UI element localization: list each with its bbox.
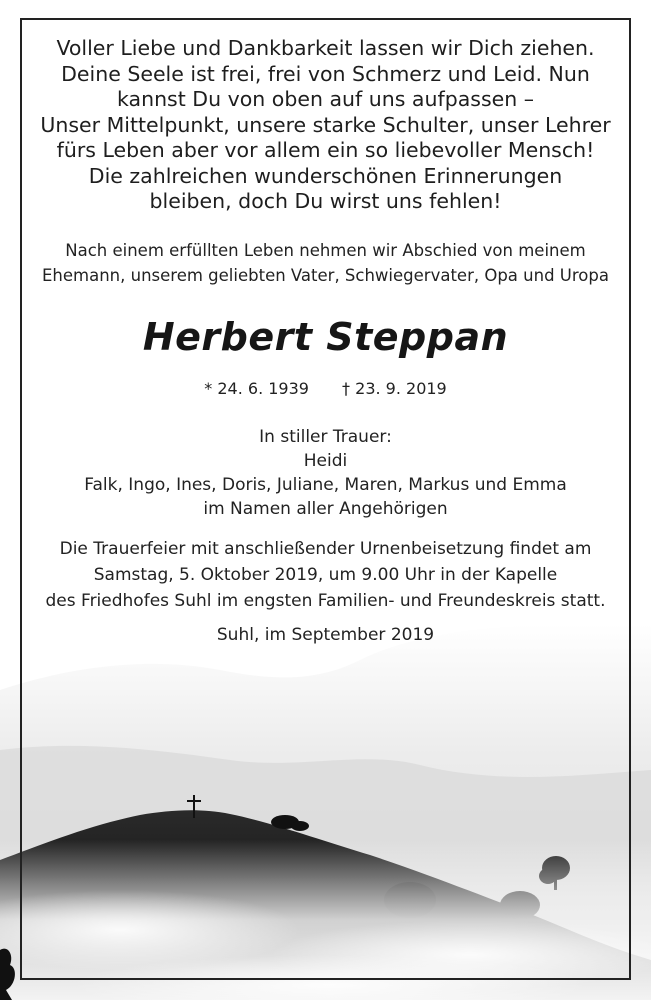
poem-line: Voller Liebe und Dankbarkeit lassen wir Dich ziehen. bbox=[56, 36, 595, 60]
life-dates bbox=[22, 378, 629, 400]
deceased-name: Herbert Steppan bbox=[142, 314, 509, 359]
obituary-text bbox=[22, 22, 629, 647]
intro-line: Nach einem erfüllten Leben nehmen wir Abschied von meinem bbox=[65, 240, 586, 260]
mourners-line: In stiller Trauer: bbox=[259, 426, 392, 447]
memorial-poem bbox=[22, 36, 629, 215]
place-and-date: Suhl, im September 2019 bbox=[216, 624, 435, 645]
death-date: † 23. 9. 2019 bbox=[342, 378, 447, 398]
birth-date: * 24. 6. 1939 bbox=[204, 378, 309, 398]
poem-line: kannst Du von oben auf uns aufpassen – bbox=[117, 87, 534, 111]
mourners-line: im Namen aller Angehörigen bbox=[203, 498, 448, 519]
poem-line: fürs Leben aber vor allem ein so liebevoller Mensch! bbox=[56, 138, 595, 162]
service-line: Die Trauerfeier mit anschließender Urnenbeisetzung findet am bbox=[59, 538, 592, 559]
misty-hill-landscape-image bbox=[0, 600, 651, 1000]
poem-line: Unser Mittelpunkt, unsere starke Schulter, unser Lehrer bbox=[40, 112, 611, 137]
service-line: Samstag, 5. Oktober 2019, um 9.00 Uhr in der Kapelle bbox=[93, 564, 558, 585]
poem-line: Deine Seele ist frei, frei von Schmerz und Leid. Nun bbox=[61, 61, 590, 86]
mourners-line: Heidi bbox=[303, 450, 348, 471]
poem-line: Die zahlreichen wunderschönen Erinnerungen bbox=[88, 163, 563, 188]
intro-line: Ehemann, unserem geliebten Vater, Schwiegervater, Opa und Uropa bbox=[42, 265, 609, 285]
farewell-intro bbox=[22, 238, 629, 288]
poem-line: bleiben, doch Du wirst uns fehlen! bbox=[149, 189, 502, 213]
funeral-service-info bbox=[22, 536, 629, 614]
mourners-line: Falk, Ingo, Ines, Doris, Juliane, Maren, Markus und Emma bbox=[84, 474, 567, 495]
mourners bbox=[22, 425, 629, 521]
service-line: des Friedhofes Suhl im engsten Familien- und Freundeskreis statt. bbox=[45, 590, 606, 611]
